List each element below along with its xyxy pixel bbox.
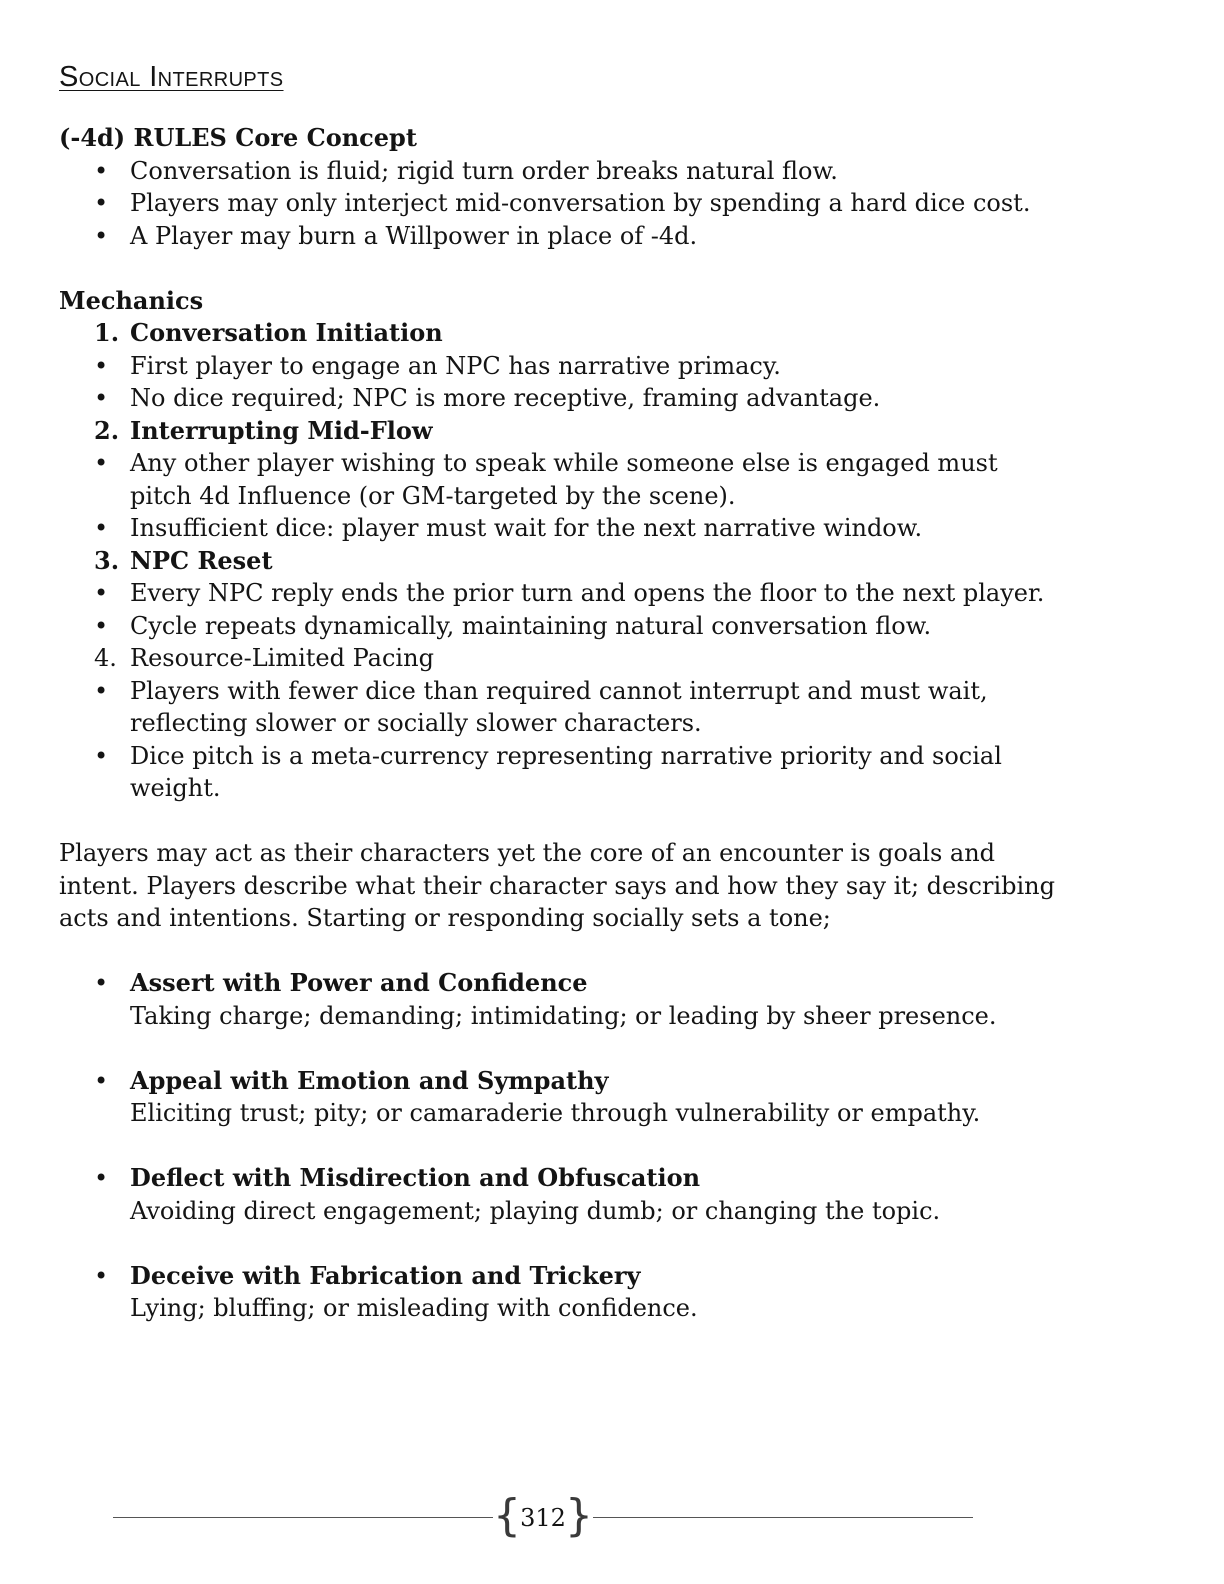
page-content [59, 56, 1079, 1325]
list-item: • A Player may burn a Willpower in place of -4d. [59, 220, 1079, 253]
footer-rule-left [113, 1517, 493, 1518]
bullet-icon: • [94, 1261, 109, 1290]
list-item: • Every NPC reply ends the prior turn and opens the floor to the next player. [59, 577, 1079, 610]
page-number: 312 [520, 1504, 566, 1532]
list-item: • First player to engage an NPC has narrative primacy. [59, 350, 1079, 383]
bullet-icon: • [94, 1164, 109, 1192]
bullet-icon: • [94, 741, 109, 770]
body-paragraph: Players may act as their characters yet the core of an encounter is goals and intent. Players describe what their character says and how they say it; describing acts and intentions. Starting or responding socially sets a tone; [59, 839, 1055, 932]
tone-item-deflect: • Deflect with Misdirection and Obfuscation Avoiding direct engagement; playing dumb; or changing the topic. [94, 1163, 941, 1225]
bullet-icon: • [94, 969, 109, 997]
bullet-icon: • [94, 676, 109, 705]
page-number-box [493, 1490, 593, 1541]
mechanics-heading: Mechanics [59, 285, 204, 315]
bullet-icon: • [94, 351, 109, 380]
bullet-icon: • [94, 384, 109, 412]
numbered-item: 4. Resource-Limited Pacing [94, 644, 434, 672]
left-brace-icon: { [493, 1490, 521, 1541]
numbered-item: 1. Conversation Initiation [94, 318, 443, 347]
numbered-item: 2. Interrupting Mid-Flow [94, 415, 433, 445]
bullet-icon: • [94, 579, 109, 607]
tone-item-assert: • Assert with Power and Confidence Taking charge; demanding; intimidating; or leading by sheer presence. [94, 968, 997, 1030]
numbered-item: 3. NPC Reset [94, 545, 273, 575]
list-item: • Any other player wishing to speak while someone else is engaged must pitch 4d Influence (or GM-targeted by the scene). [94, 449, 998, 510]
section-title: Social Interrupts [59, 61, 284, 93]
right-brace-icon: } [565, 1490, 593, 1541]
list-item: • Dice pitch is a meta-currency representing narrative priority and social weight. [94, 741, 1002, 802]
bullet-icon: • [94, 611, 109, 640]
list-item: • Insufficient dice: player must wait for the next narrative window. [59, 512, 1079, 545]
bullet-icon: • [94, 1066, 109, 1095]
list-item: • Conversation is fluid; rigid turn order breaks natural flow. [59, 155, 1079, 188]
bullet-icon: • [94, 221, 109, 250]
list-item: • Players with fewer dice than required cannot interrupt and must wait, reflecting slower or socially slower characters. [94, 676, 988, 737]
list-item: • No dice required; NPC is more receptive, framing advantage. [59, 382, 1079, 415]
bullet-icon: • [94, 449, 109, 477]
list-item: • Players may only interject mid-conversation by spending a hard dice cost. [59, 187, 1079, 220]
page-footer [113, 1490, 973, 1541]
footer-rule-right [593, 1517, 973, 1518]
tone-item-appeal: • Appeal with Emotion and Sympathy Eliciting trust; pity; or camaraderie through vulnerability or empathy. [94, 1065, 981, 1127]
list-item: • Cycle repeats dynamically, maintaining natural conversation flow. [59, 610, 1079, 643]
bullet-icon: • [94, 189, 109, 217]
bullet-icon: • [94, 514, 109, 542]
bullet-icon: • [94, 156, 109, 185]
tone-item-deceive: • Deceive with Fabrication and Trickery Lying; bluffing; or misleading with confidence. [94, 1260, 698, 1322]
core-concept-heading: (-4d) RULES Core Concept [59, 123, 417, 152]
